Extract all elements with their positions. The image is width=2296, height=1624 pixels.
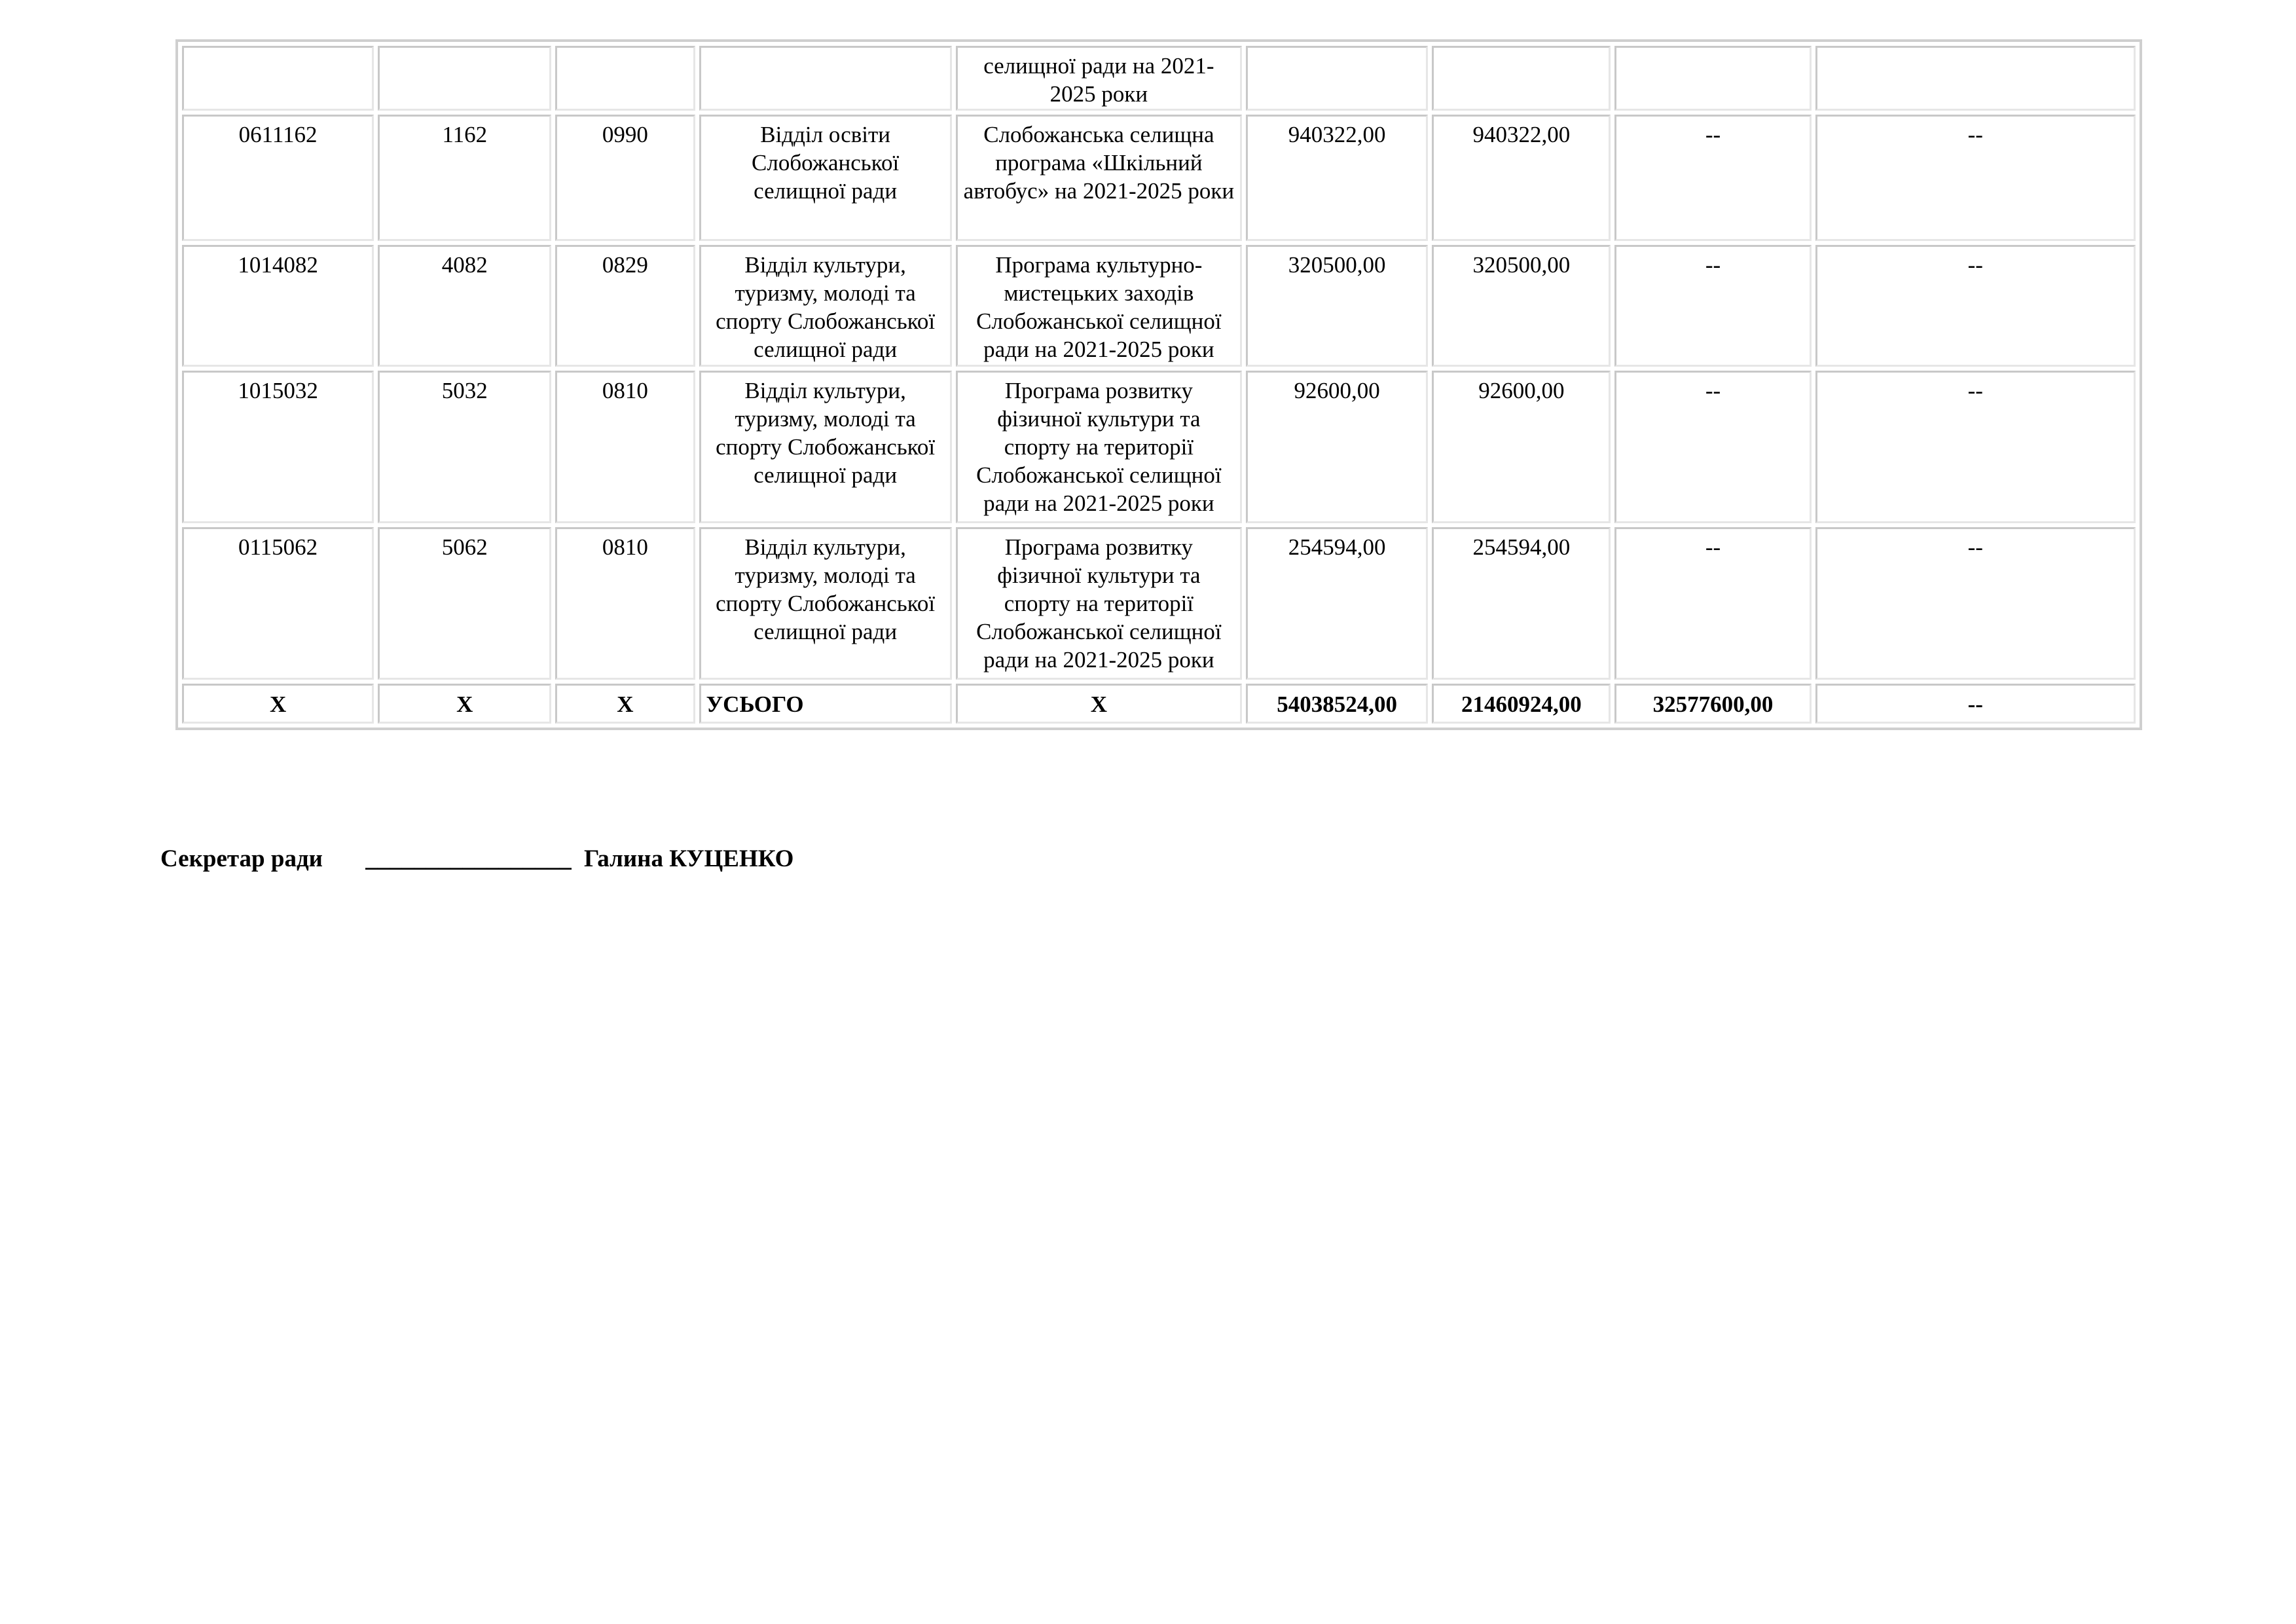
- total-row: [182, 684, 2136, 724]
- cell-special-fund: --: [1614, 371, 1811, 523]
- cell-development-budget: [1815, 46, 2136, 111]
- cell-general-fund: 320500,00: [1432, 245, 1611, 367]
- cell-kfkvk: [555, 46, 695, 111]
- cell-general-fund: 92600,00: [1432, 371, 1611, 523]
- table-row: [182, 371, 2136, 523]
- cell-total-amount: 320500,00: [1246, 245, 1428, 367]
- cell-total-amount: 940322,00: [1246, 115, 1428, 240]
- cell-kfkvk: 0810: [555, 527, 695, 680]
- total-label: УСЬОГО: [699, 684, 952, 724]
- table-row: [182, 115, 2136, 240]
- cell-special-fund: [1614, 46, 1811, 111]
- total-cell-kpkvk: X: [182, 684, 374, 724]
- cell-program: Програма розвитку фізичної культури та спорту на території Слобожанської селищної ради на 2021-2025 роки: [956, 371, 1242, 523]
- total-special-fund: 32577600,00: [1614, 684, 1811, 724]
- cell-kpkvk: [182, 46, 374, 111]
- cell-program: Слобожанська селищна програма «Шкільний автобус» на 2021-2025 роки: [956, 115, 1242, 240]
- total-cell-kptkvk: X: [378, 684, 551, 724]
- cell-total-amount: [1246, 46, 1428, 111]
- cell-development-budget: --: [1815, 371, 2136, 523]
- cell-kptkvk: [378, 46, 551, 111]
- cell-kpkvk: 1014082: [182, 245, 374, 367]
- cell-executor: Відділ культури, туризму, молоді та спорту Слобожанської селищної ради: [699, 245, 952, 367]
- cell-kptkvk: 5062: [378, 527, 551, 680]
- cell-kptkvk: 1162: [378, 115, 551, 240]
- cell-program: Програма розвитку фізичної культури та спорту на території Слобожанської селищної ради на 2021-2025 роки: [956, 527, 1242, 680]
- cell-program: Програма культурно-мистецьких заходів Слобожанської селищної ради на 2021-2025 роки: [956, 245, 1242, 367]
- cell-executor: Відділ освіти Слобожанської селищної ради: [699, 115, 952, 240]
- cell-executor: Відділ культури, туризму, молоді та спорту Слобожанської селищної ради: [699, 371, 952, 523]
- total-cell-kfkvk: X: [555, 684, 695, 724]
- cell-program: селищної ради на 2021-2025 роки: [956, 46, 1242, 111]
- cell-development-budget: --: [1815, 245, 2136, 367]
- cell-special-fund: --: [1614, 527, 1811, 680]
- cell-kpkvk: 0611162: [182, 115, 374, 240]
- cell-special-fund: --: [1614, 245, 1811, 367]
- cell-kpkvk: 1015032: [182, 371, 374, 523]
- cell-kfkvk: 0810: [555, 371, 695, 523]
- cell-development-budget: --: [1815, 527, 2136, 680]
- cell-special-fund: --: [1614, 115, 1811, 240]
- cell-general-fund: 254594,00: [1432, 527, 1611, 680]
- cell-general-fund: [1432, 46, 1611, 111]
- cell-executor: [699, 46, 952, 111]
- total-amount: 54038524,00: [1246, 684, 1428, 724]
- signatory-name: Галина КУЦЕНКО: [583, 845, 794, 872]
- cell-executor: Відділ культури, туризму, молоді та спорту Слобожанської селищної ради: [699, 527, 952, 680]
- total-general-fund: 21460924,00: [1432, 684, 1611, 724]
- cell-total-amount: 92600,00: [1246, 371, 1428, 523]
- cell-kpkvk: 0115062: [182, 527, 374, 680]
- signature-line: _________________: [365, 845, 572, 872]
- total-cell-program: X: [956, 684, 1242, 724]
- signatory-position: Секретар ради: [160, 845, 323, 872]
- cell-kptkvk: 4082: [378, 245, 551, 367]
- budget-programs-table: [175, 39, 2142, 730]
- total-development-budget: --: [1815, 684, 2136, 724]
- cell-kfkvk: 0829: [555, 245, 695, 367]
- cell-general-fund: 940322,00: [1432, 115, 1611, 240]
- cell-kfkvk: 0990: [555, 115, 695, 240]
- cell-kptkvk: 5032: [378, 371, 551, 523]
- table-row: [182, 527, 2136, 680]
- table-row: [182, 245, 2136, 367]
- cell-development-budget: --: [1815, 115, 2136, 240]
- cell-total-amount: 254594,00: [1246, 527, 1428, 680]
- table-row: [182, 46, 2136, 111]
- signature-block: [160, 845, 793, 874]
